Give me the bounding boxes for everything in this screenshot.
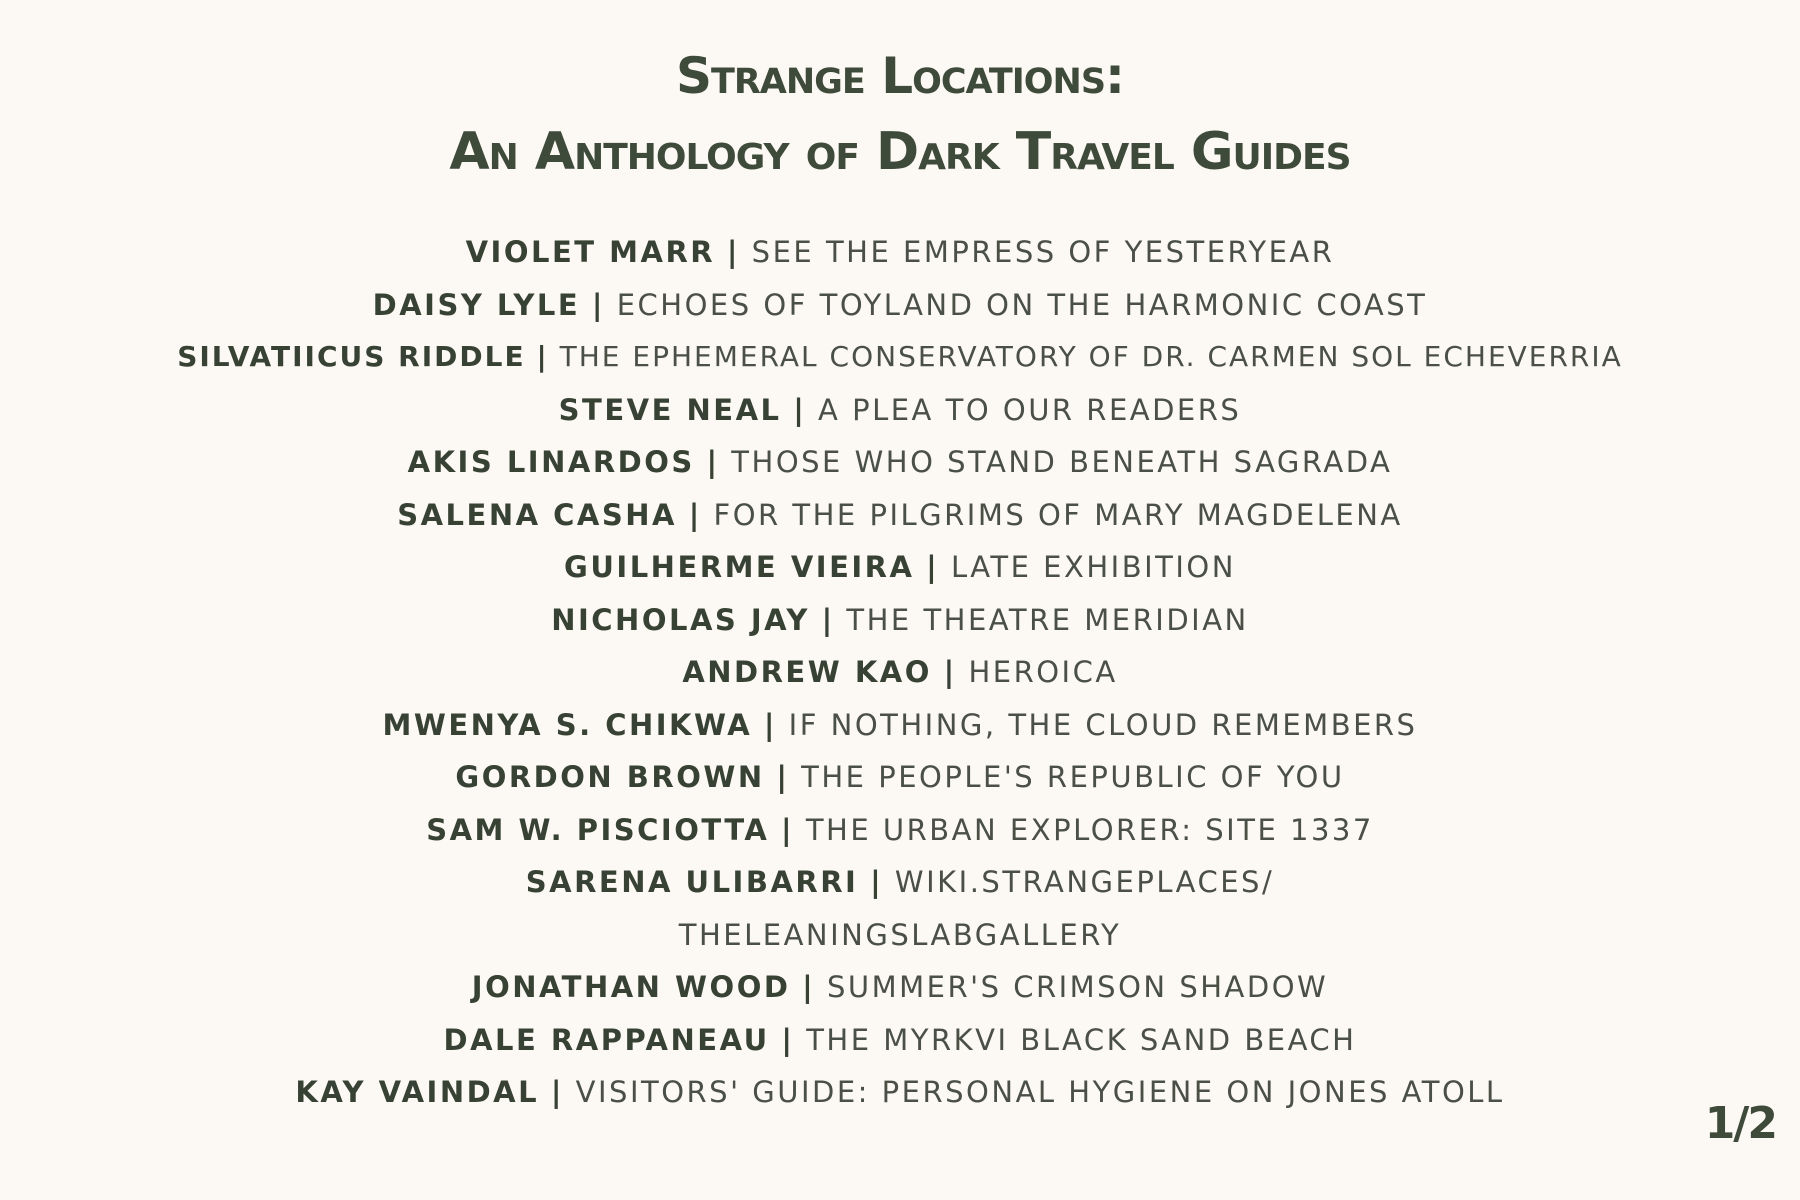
entry-author: GORDON BROWN	[455, 760, 765, 794]
entry-separator: |	[688, 497, 702, 532]
entry-author: SARENA ULIBARRI	[525, 865, 859, 899]
entry-separator: |	[821, 602, 835, 637]
toc-entry	[0, 751, 1800, 804]
entry-separator: |	[943, 655, 957, 689]
entry-separator: |	[706, 445, 720, 479]
entry-title: SEE THE EMPRESS OF YESTERYEAR	[751, 235, 1335, 269]
page-title	[0, 38, 1800, 190]
entry-title: ECHOES OF TOYLAND ON THE HARMONIC COAST	[616, 287, 1428, 322]
entry-author: DAISY LYLE	[372, 287, 581, 322]
entry-title: THE URBAN EXPLORER: SITE 1337	[805, 812, 1374, 847]
entry-author: DALE RAPPANEAU	[443, 1022, 770, 1057]
entry-title: THE PEOPLE'S REPUBLIC OF YOU	[801, 760, 1345, 794]
entry-author: STEVE NEAL	[558, 392, 782, 427]
toc-entry	[0, 226, 1800, 279]
toc-entry	[0, 961, 1800, 1014]
toc-entry	[0, 699, 1800, 752]
toc-entry	[0, 646, 1800, 699]
entry-separator: |	[926, 550, 940, 584]
entry-title: VISITORS' GUIDE: PERSONAL HYGIENE ON JONES ATOLL	[575, 1075, 1505, 1109]
entry-separator: |	[536, 340, 549, 373]
entry-author: JONATHAN WOOD	[471, 970, 791, 1004]
toc-entry	[0, 279, 1800, 332]
entry-separator: |	[870, 865, 884, 899]
entry-author: ANDREW KAO	[682, 655, 932, 689]
entry-author: SILVATIICUS RIDDLE	[177, 340, 526, 373]
entry-title-continuation: THELEANINGSLABGALLERY	[678, 917, 1122, 952]
entry-title: A PLEA TO OUR READERS	[818, 392, 1242, 427]
entry-title: HEROICA	[968, 655, 1118, 689]
entry-separator: |	[763, 707, 777, 742]
entry-separator: |	[793, 392, 807, 427]
entry-separator: |	[781, 1022, 795, 1057]
page-number: 1/2	[1704, 1098, 1776, 1149]
entry-title: IF NOTHING, THE CLOUD REMEMBERS	[788, 707, 1418, 742]
entry-separator: |	[802, 970, 816, 1004]
entry-title: WIKI.STRANGEPLACES/	[894, 865, 1275, 899]
toc-entry	[0, 1014, 1800, 1067]
entry-author: GUILHERME VIEIRA	[564, 550, 915, 584]
entry-author: NICHOLAS JAY	[551, 602, 810, 637]
table-of-contents	[0, 226, 1800, 1119]
toc-entry	[0, 541, 1800, 594]
entry-title: THOSE WHO STAND BENEATH SAGRADA	[731, 445, 1393, 479]
entry-separator: |	[776, 760, 790, 794]
toc-entry	[0, 384, 1800, 437]
entry-author: MWENYA S. CHIKWA	[382, 707, 753, 742]
title-line-1: Strange Locations:	[675, 47, 1125, 105]
toc-entry	[0, 1066, 1800, 1119]
entry-title: FOR THE PILGRIMS OF MARY MAGDELENA	[713, 497, 1403, 532]
toc-entry	[0, 804, 1800, 857]
entry-author: SAM W. PISCIOTTA	[426, 812, 770, 847]
entry-author: VIOLET MARR	[465, 235, 716, 269]
toc-entry	[0, 436, 1800, 489]
entry-title: SUMMER'S CRIMSON SHADOW	[826, 970, 1329, 1004]
title-line-2: An Anthology of Dark Travel Guides	[449, 122, 1351, 182]
entry-title: THE EPHEMERAL CONSERVATORY OF DR. CARMEN SOL ECHEVERRIA	[559, 340, 1623, 373]
toc-entry	[0, 331, 1800, 384]
toc-entry	[0, 594, 1800, 647]
toc-entry	[0, 856, 1800, 961]
toc-entry	[0, 489, 1800, 542]
entry-author: AKIS LINARDOS	[407, 445, 695, 479]
entry-separator: |	[591, 287, 605, 322]
entry-separator: |	[726, 235, 740, 269]
entry-author: SALENA CASHA	[397, 497, 677, 532]
entry-title: THE THEATRE MERIDIAN	[846, 602, 1249, 637]
entry-separator: |	[781, 812, 795, 847]
entry-separator: |	[550, 1075, 564, 1109]
entry-title: THE MYRKVI BLACK SAND BEACH	[806, 1022, 1357, 1057]
entry-title: LATE EXHIBITION	[950, 550, 1236, 584]
entry-author: KAY VAINDAL	[295, 1075, 540, 1109]
